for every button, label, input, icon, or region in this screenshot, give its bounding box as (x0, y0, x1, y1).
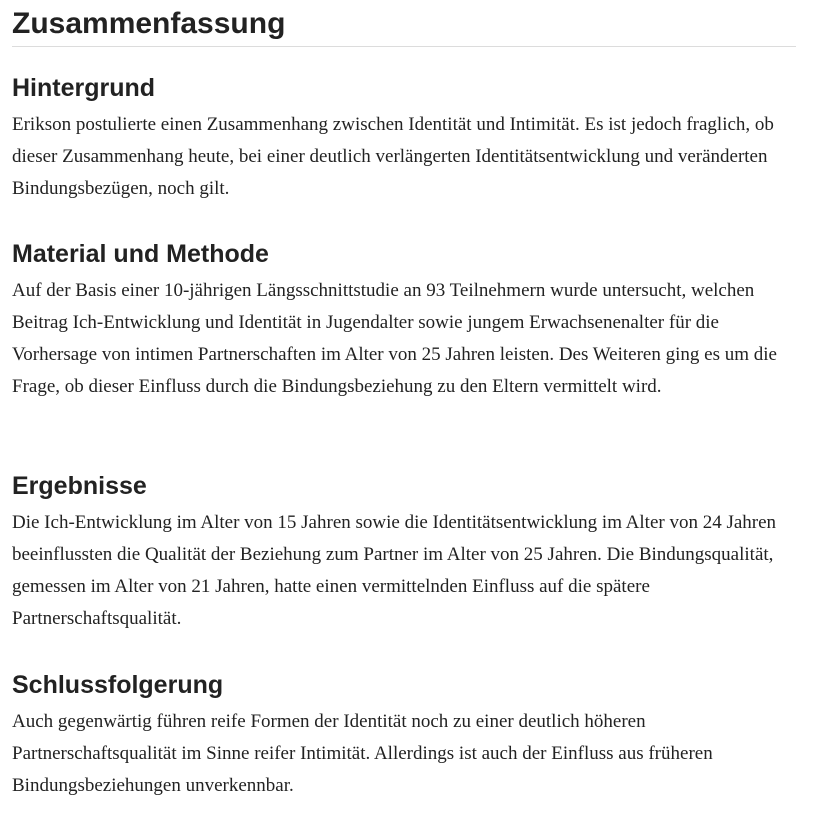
summary-document (12, 0, 796, 828)
section-text-background: Erikson postulierte einen Zusammenhang zwischen Identität und Intimität. Es ist jedoch fraglich, ob dieser Zusammenhang heute, bei einer deutlich verlängerten Identitätsentwicklung und veränderten Bindungsbezügen, noch gilt. (12, 114, 774, 199)
section-text-conclusion: Auch gegenwärtig führen reife Formen der Identität noch zu einer deutlich höheren Partnerschaftsqualität im Sinne reifer Intimität. Allerdings ist auch der Einfluss aus früheren Bindungsbeziehungen unverkennbar. (12, 711, 713, 796)
section-results (12, 470, 796, 635)
section-heading-material-method: Material und Methode (12, 240, 269, 268)
section-heading-conclusion: Schlussfolgerung (12, 671, 224, 699)
section-heading-results: Ergebnisse (12, 472, 147, 500)
section-text-material-method: Auf der Basis einer 10-jährigen Längsschnittstudie an 93 Teilnehmern wurde untersucht, welchen Beitrag Ich-Entwicklung und Identität in Jugendalter sowie jungem Erwachsenenalter für die Vorhersage von intimen Partnerschaften im Alter von 25 Jahren leisten. Des Weiteren ging es um die Frage, ob dieser Einfluss durch die Bindungsbeziehung zu den Eltern vermittelt wird. (12, 280, 777, 397)
section-conclusion (12, 669, 796, 802)
section-text-results: Die Ich-Entwicklung im Alter von 15 Jahren sowie die Identitätsentwicklung im Alter von 24 Jahren beeinflussten die Qualität der Beziehung zum Partner im Alter von 25 Jahren. Die Bindungsqualität, gemessen im Alter von 21 Jahren, hatte einen vermittelnden Einfluss auf die spätere Partnerschaftsqualität. (12, 512, 777, 629)
section-background (12, 72, 796, 205)
section-heading-background: Hintergrund (12, 74, 156, 102)
section-material-method (12, 238, 796, 403)
page-title: Zusammenfassung (12, 0, 796, 47)
